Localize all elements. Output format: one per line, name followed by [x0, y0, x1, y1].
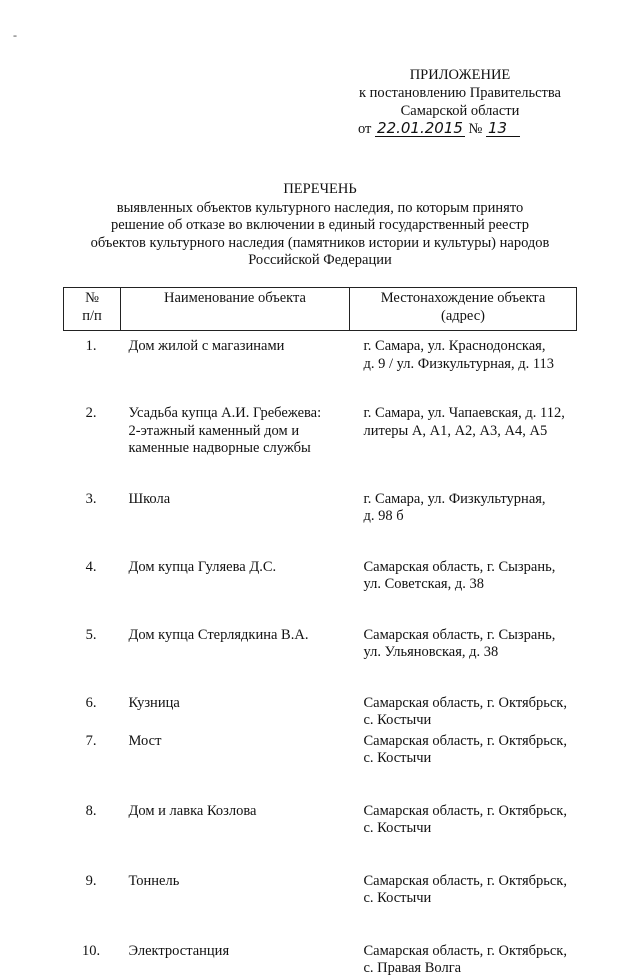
- object-address: [350, 943, 577, 978]
- object-name: [121, 873, 350, 943]
- table-row: [64, 873, 577, 943]
- object-address: [350, 405, 577, 491]
- table-row: [64, 559, 577, 627]
- object-address-line: г. Самара, ул. Физкультурная,: [363, 490, 546, 507]
- object-name-line: 2-этажный каменный дом и: [128, 422, 300, 439]
- object-name: [121, 943, 350, 978]
- object-address-line: с. Костычи: [363, 750, 432, 766]
- table-row: [64, 405, 577, 491]
- object-address-line: с. Костычи: [363, 712, 432, 728]
- object-address-line: д. 9 / ул. Физкультурная, д. 113: [363, 355, 555, 372]
- appendix-title: ПРИЛОЖЕНИЕ: [409, 67, 511, 83]
- object-address-line: с. Костычи: [363, 890, 432, 906]
- handwritten-date: 22.01.2015: [377, 119, 463, 137]
- object-address-line: Самарская область, г. Октябрьск,: [363, 694, 567, 711]
- object-address-line: г. Самара, ул. Чапаевская, д. 112,: [363, 405, 565, 421]
- table-row: [64, 331, 577, 406]
- table-row: [64, 943, 577, 978]
- table-row: [64, 491, 577, 559]
- object-name-line: Дом купца Стерлядкина В.А.: [128, 626, 309, 643]
- object-name-line: Мост: [128, 732, 162, 749]
- object-address-line: Самарская область, г. Сызрань,: [363, 558, 556, 575]
- document-title: ПЕРЕЧЕНЬ: [283, 181, 357, 197]
- object-address: [350, 491, 577, 559]
- object-name-line: Дом жилой с магазинами: [128, 338, 285, 354]
- object-name-line: Кузница: [128, 694, 180, 711]
- appendix-region-line: Самарской области: [400, 103, 520, 119]
- table-row: [64, 803, 577, 873]
- heading-line-4: Российской Федерации: [248, 252, 392, 268]
- object-address: [350, 559, 577, 627]
- object-name-line: Усадьба купца А.И. Гребежева:: [128, 405, 322, 421]
- handwritten-number: 13: [486, 121, 520, 137]
- object-address-line: с. Костычи: [363, 820, 432, 836]
- object-address-line: ул. Ульяновская, д. 38: [363, 644, 499, 660]
- header-number: [64, 288, 121, 331]
- object-name-line: Школа: [128, 490, 171, 507]
- object-name: [121, 627, 350, 695]
- number-prefix: №: [468, 121, 483, 137]
- object-address-line: литеры А, А1, А2, А3, А4, А5: [363, 422, 548, 439]
- object-address: [350, 695, 577, 733]
- object-address-line: Самарская область, г. Октябрьск,: [363, 802, 567, 819]
- margin-mark: -: [13, 28, 17, 42]
- object-address-line: Самарская область, г. Октябрьск,: [363, 942, 567, 959]
- row-number: 2.: [85, 405, 97, 421]
- object-address-line: с. Правая Волга: [363, 960, 462, 976]
- row-number: 9.: [85, 872, 97, 889]
- objects-table: [63, 287, 577, 978]
- table-body: [64, 331, 577, 978]
- object-name-line: каменные надворные службы: [128, 440, 311, 456]
- appendix-resolution-line: к постановлению Правительства: [359, 85, 561, 101]
- row-number: 8.: [85, 802, 97, 819]
- table-row: [64, 695, 577, 733]
- object-name-line: Тоннель: [128, 872, 180, 889]
- row-number: 1.: [85, 338, 97, 354]
- header-number-abbr: п/п: [82, 307, 102, 324]
- object-name: [121, 559, 350, 627]
- object-name: [121, 405, 350, 491]
- header-location-sub: (адрес): [441, 307, 485, 324]
- object-address-line: г. Самара, ул. Краснодонская,: [363, 338, 546, 354]
- appendix-block: [340, 66, 580, 138]
- row-number: 10.: [81, 942, 101, 959]
- object-address-line: Самарская область, г. Октябрьск,: [363, 732, 567, 749]
- header-name-label: Наименование объекта: [164, 290, 306, 306]
- header-location-label: Местонахождение объекта: [380, 290, 546, 306]
- object-address: [350, 733, 577, 803]
- heading-line-2: решение об отказе во включении в единый государственный реестр: [110, 217, 530, 233]
- object-address-line: д. 98 б: [363, 508, 404, 524]
- object-name: [121, 695, 350, 733]
- object-name-line: Дом и лавка Козлова: [128, 802, 257, 819]
- object-address: [350, 627, 577, 695]
- object-name: [121, 803, 350, 873]
- table-header-row: [64, 288, 577, 331]
- object-name-line: Дом купца Гуляева Д.С.: [128, 558, 277, 575]
- heading-line-3: объектов культурного наследия (памятников истории и культуры) народов: [90, 234, 550, 251]
- object-name: [121, 331, 350, 406]
- heading-line-1: выявленных объектов культурного наследия, по которым принято: [116, 199, 524, 216]
- row-number: 6.: [85, 694, 97, 711]
- object-address: [350, 873, 577, 943]
- date-prefix: от: [358, 121, 372, 137]
- row-number: 3.: [85, 490, 97, 507]
- document-heading: [60, 181, 580, 270]
- object-address-line: ул. Советская, д. 38: [363, 576, 484, 592]
- header-location: [350, 288, 577, 331]
- object-address: [350, 331, 577, 406]
- appendix-date-line: [340, 120, 580, 138]
- row-number: 7.: [85, 732, 97, 749]
- table-row: [64, 627, 577, 695]
- header-number-sign: №: [85, 290, 99, 306]
- object-name: [121, 491, 350, 559]
- row-number: 5.: [85, 626, 97, 643]
- object-name-line: Электростанция: [128, 942, 230, 959]
- object-address-line: Самарская область, г. Октябрьск,: [363, 872, 567, 889]
- table-row: [64, 733, 577, 803]
- object-name: [121, 733, 350, 803]
- object-address: [350, 803, 577, 873]
- object-address-line: Самарская область, г. Сызрань,: [363, 626, 556, 643]
- row-number: 4.: [85, 558, 97, 575]
- header-name: [121, 288, 350, 331]
